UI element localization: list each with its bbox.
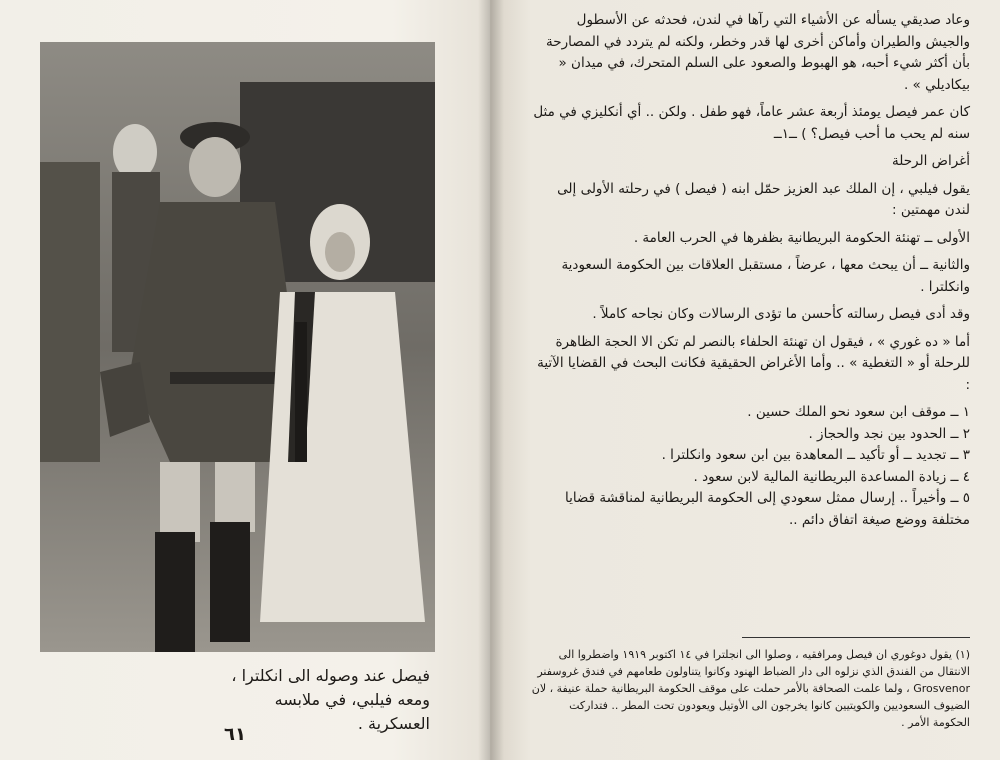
left-page [0,0,490,760]
page-number: ٦١ [224,724,246,745]
paragraph-4: الأولى ــ تهنئة الحكومة البريطانية بظفرها في الحرب العامة . [633,229,970,246]
paragraph-5: والثانية ــ أن يبحث معها ، عرضاً ، مستقبل العلاقات بين الحكومة السعودية وانكلترا . [561,257,970,295]
caption-line-2: ومعه فيلبي، في ملابسه العسكرية . [274,690,430,733]
list-item: ٤ ــ زيادة المساعدة البريطانية المالية لابن سعود . [693,468,970,485]
paragraph-6: وقد أدى فيصل رسالته كأحسن ما تؤدى الرسالات وكان نجاحه كاملاً . [592,306,970,322]
list-item: ٣ ــ تجديد ــ أو تأكيد ــ المعاهدة بين ابن سعود وانكلترا . [661,447,970,463]
paragraph-7: أما « ده غوري » ، فيقول ان تهنئة الحلفاء بالنصر لم تكن الا الحجة الظاهرة للرحلة أو « التغطية » .. وأما الأغراض الحقيقية فكانت البحث في القضايا الآتية : [537,333,970,393]
paragraph-3: يقول فيلبي ، إن الملك عبد العزيز حمّل ابنه ( فيصل ) في رحلته الأولى إلى لندن مهمتين : [557,180,970,218]
book-gutter [478,0,504,760]
photo-illustration [40,42,435,652]
footnote-divider [742,637,970,638]
paragraph-2: كان عمر فيصل يومئذ أربعة عشر عاماً، فهو طفل . ولكن .. أي أنكليزي في مثل سنه لم يحب ما أحب فيصل؟ ) ــ١ــ [533,104,970,142]
historical-photo [40,42,435,652]
list-item: ١ ــ موقف ابن سعود نحو الملك حسين . [747,404,970,420]
footnote: (١) يقول دوغوري ان فيصل ومرافقيه ، وصلوا الى انجلترا في ١٤ اكتوبر ١٩١٩ واضطروا الى الانتقال من الفندق الذي نزلوه الى دار الضباط الهنود وكانوا يتناولون طعامهم في فندق غروسفنر Grosvenor ، ولما علمت الصحافة بالأمر حملت على موقف الحكومة البريطانية حملة عنيفة ، لان الضيوف السعوديين والكويتيين كانوا يخرجون الى الأوتيل ويعودون تحت المطر .. فتداركت الحكومة الأمر . [531,648,970,729]
right-page-text [530,10,970,531]
list-item: ٥ ــ وأخيراً .. إرسال ممثل سعودي إلى الحكومة البريطانية لمناقشة قضايا مختلفة ووضع صيغة اتفاق دائم .. [564,490,970,528]
paragraph-1: وعاد صديقي يسأله عن الأشياء التي رآها في لندن، فحدثه عن الأسطول والجيش والطيران وأماكن أخرى لها قدر وخطر، ولكنه لم يتردد في المصارحة بأن أكثر شيء أحبه، هو الهبوط والصعود على السلم المتحرك، في ميدان « بيكاديلي » . [545,12,970,93]
list-item: ٢ ــ الحدود بين نجد والحجاز . [808,425,970,442]
caption-line-1: فيصل عند وصوله الى انكلترا ، [231,666,430,685]
section-heading: أغراض الرحلة [892,153,970,169]
